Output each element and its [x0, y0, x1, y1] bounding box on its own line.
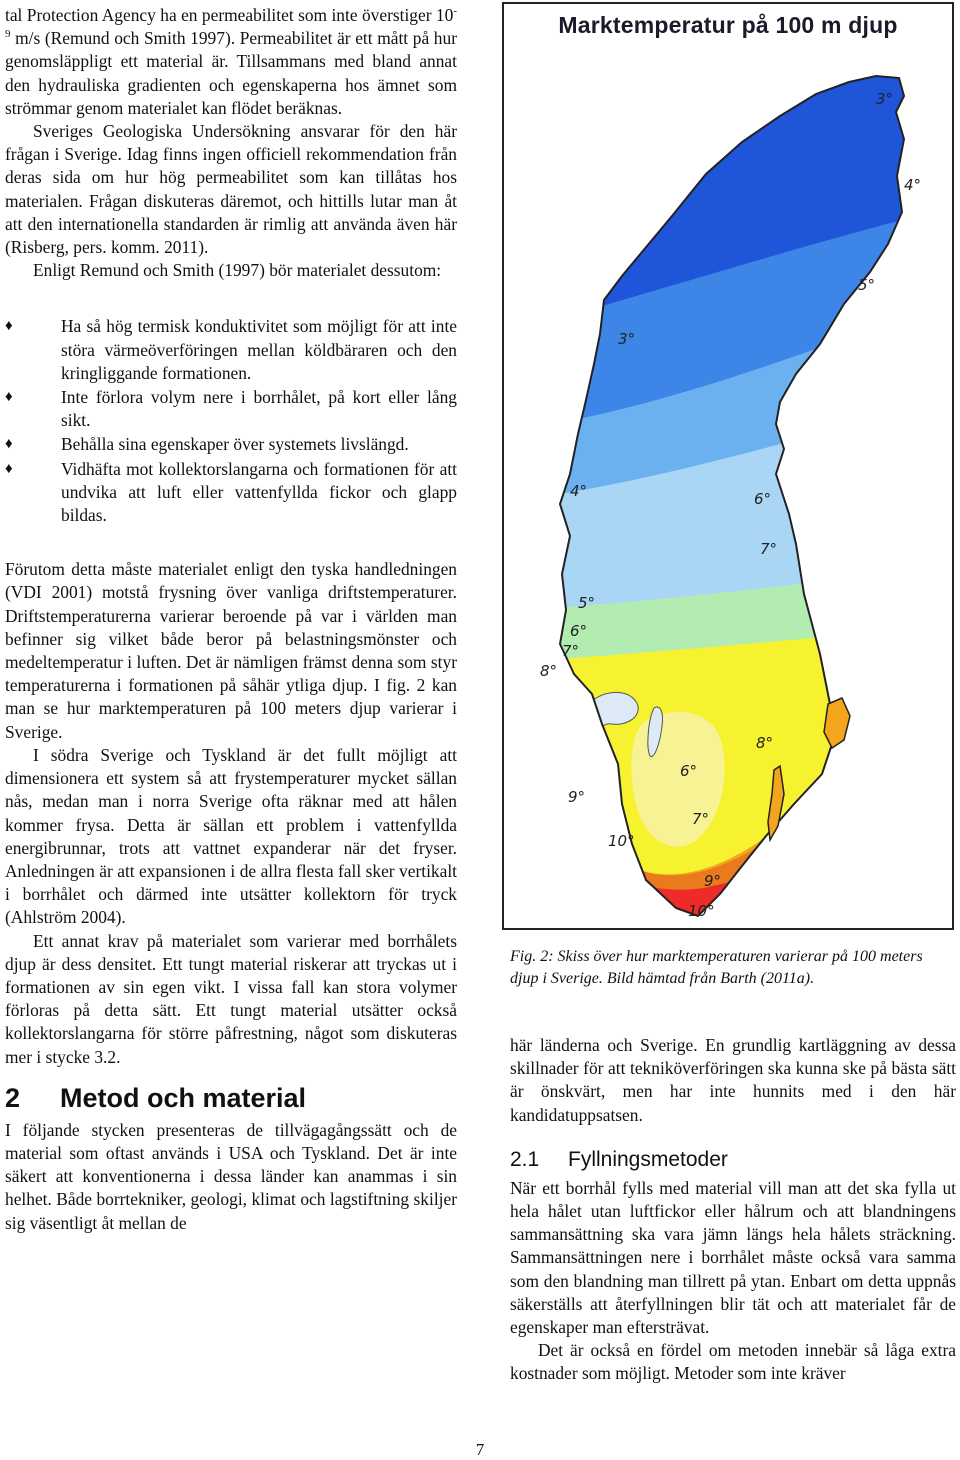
paragraph-frost: I södra Sverige och Tyskland är det fullt möjligt att dimensionera ett system så att frystemperaturer mycket sällan nås, medan man i norra Sverige ofta räknar med att hålen kommer frysa. Detta är sällan ett problem i vattenfyllda energibrunnar, trots att vattnet expanderar när det fryser. Anledningen är att expansionen i de allra flesta fall sker vertikalt i borrhålet och därmed inte utsätter kollektorn för tryck (Ahlström 2004). — [5, 744, 457, 928]
list-item: ♦ Ha så hög termisk konduktivitet som möjligt för att inte störa värmeöverföringen mellan köldbäraren och den kringliggande formationen. — [5, 316, 457, 383]
diamond-bullet-icon: ♦ — [5, 389, 13, 406]
subsection-number: 2.1 — [510, 1147, 540, 1171]
paragraph-sgu: Sveriges Geologiska Undersökning ansvarar för den här frågan i Sverige. Idag finns ingen officiell rekommendation från deras sida om hur hög permeabilitet som kan tillåtas hos materialen. Frågan diskuteras däremot, och hittills lutar man åt att den internationella standarden är rimlig att använda även här (Risberg, pers. komm. 2011). — [5, 121, 457, 258]
label-5-east: 5° — [858, 276, 876, 294]
paragraph-cost: Det är också en fördel om metoden innebär så låga extra kostnader som möjligt. Metoder som inte kräver — [510, 1340, 956, 1384]
diamond-bullet-icon: ♦ — [5, 318, 13, 335]
section-title: Metod och material — [60, 1082, 307, 1113]
figure-caption: Fig. 2: Skiss över hur marktemperaturen varierar på 100 meters djup i Sverige. Bild hämtad från Barth (2011a). — [510, 948, 923, 987]
label-4-north: 4° — [904, 176, 922, 194]
left-column — [5, 4, 457, 1235]
label-10-west: 10° — [608, 832, 635, 850]
label-7-mid: 7° — [760, 540, 778, 558]
diamond-bullet-icon: ♦ — [5, 460, 13, 477]
section-number: 2 — [5, 1082, 21, 1113]
label-8-east: 8° — [756, 734, 774, 752]
subsection-title: Fyllningsmetoder — [568, 1147, 728, 1171]
temperature-map-figure — [502, 2, 954, 930]
label-5-west: 5° — [578, 594, 596, 612]
label-6-west: 6° — [570, 622, 588, 640]
label-3-north: 3° — [876, 90, 894, 108]
section-heading — [5, 1083, 457, 1113]
list-item: ♦ Behålla sina egenskaper över systemets livslängd. — [5, 434, 409, 455]
label-6-mid: 6° — [754, 490, 772, 508]
paragraph-filling: När ett borrhål fylls med material vill man att det ska fylla ut hela hålet utan luftfickor eller hålrum och att blandningens sammansättning ska vara jämn längs hela hålets sträckning. Sammansättningen nere i borrhålet måste också vara samma som den blandning man tillrett på ytan. Enbart om detta uppnås säkerställs att återfyllningen blir tät och att materialet får de egenskaper man eftersträvat. — [510, 1177, 956, 1338]
paragraph-density: Ett annat krav på materialet som varierar med borrhålets djup är dess densitet. Ett tungt material riskerar att tryckas ut i formationen av sin egen vikt. I vissa fall kan stora volymer förloras på detta sätt. Ett tungt material utsätter också kollektorslangarna för större påfrestning, något som diskuteras mer i stycke 3.2. — [5, 930, 457, 1067]
exponent: -9 — [5, 5, 457, 41]
subsection-heading — [510, 1147, 956, 1173]
requirements-list — [5, 315, 457, 527]
paragraph-vdi: Förutom detta måste materialet enligt den tyska handledningen (VDI 2001) motstå frysning över vanliga driftstemperaturer. Driftstemperaturerna varierar beroende på var i världen man befinner sig vilket både beror på belastningsmönster och medeltemperatur i luften. Det är nämligen främst denna som styr temperaturerna i formationen på såhär ytliga djup. I fig. 2 kan man se hur marktemperaturen på 100 meters djup varierar i Sverige. — [5, 559, 457, 742]
right-column — [510, 1034, 956, 1386]
label-7-west: 7° — [562, 642, 580, 660]
paragraph-methods-intro: I följande stycken presenteras de tillvägagångssätt och de material som oftast används i USA och Tyskland. Det är inte säkert att konventionerna i dessa länder kan anammas i sin helhet. Både borrtekniker, geologi, klimat och lagstiftning skiljer sig väsentligt åt mellan de — [5, 1119, 457, 1233]
label-4-west: 4° — [570, 482, 588, 500]
gotland-island — [824, 698, 850, 748]
diamond-bullet-icon: ♦ — [5, 436, 13, 453]
paragraph-countries: här länderna och Sverige. En grundlig kartläggning av dessa skillnader för att tekniköverföringen ska kunna ske på bästa sätt är önskvärt, men har inte hunnits med i den här kandidatuppsatsen. — [510, 1035, 956, 1125]
label-9-west: 9° — [568, 788, 586, 806]
page-number: 7 — [475, 1440, 485, 1459]
label-9-south: 9° — [704, 872, 722, 890]
sweden-temperature-map — [504, 4, 952, 928]
paragraph-permeability: tal Protection Agency ha en permeabilitet som inte överstiger $10^{-9}$ m/s (Remund och Smith 1997). Permeabilitet är ett mått på hur genomsläppligt ett material är. Tillsammans med bland annat den hydrauliska gradienten och egenskaperna hos ämnet som strömmar genom materialet kan flödet beräknas. — [5, 5, 457, 118]
list-item: ♦ Inte förlora volym nere i borrhålet, på kort eller lång sikt. — [5, 387, 457, 431]
list-item: ♦ Vidhäfta mot kollektorslangarna och formationen för att undvika att luft eller vattenfyllda fickor och glapp bildas. — [5, 458, 457, 526]
label-7-south: 7° — [692, 810, 710, 828]
label-6-south: 6° — [680, 762, 698, 780]
map-title: Marktemperatur på 100 m djup — [558, 12, 898, 38]
label-10-south: 10° — [688, 902, 715, 920]
label-3-west: 3° — [618, 330, 636, 348]
paragraph-remund: Enligt Remund och Smith (1997) bör materialet dessutom: — [33, 260, 442, 281]
label-8-west: 8° — [540, 662, 558, 680]
